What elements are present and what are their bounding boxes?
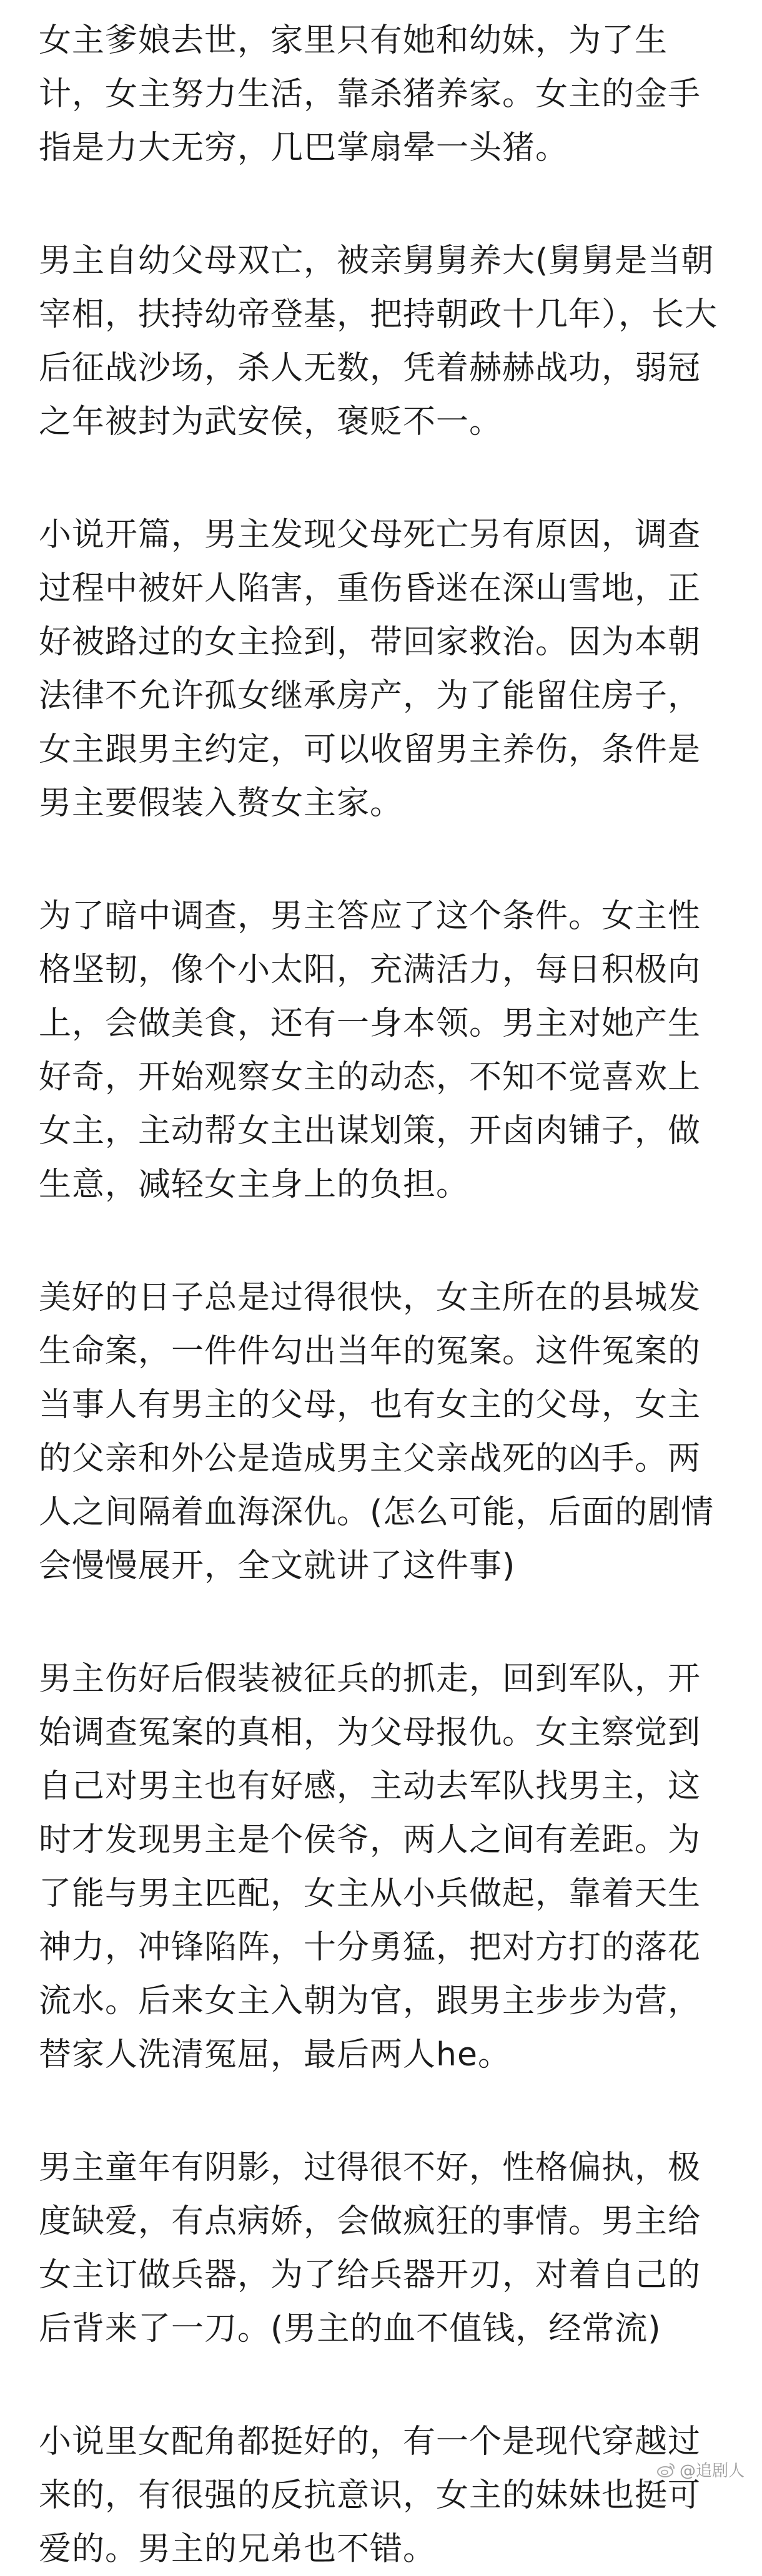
- paragraph-8: 小说里女配角都挺好的，有一个是现代穿越过来的，有很强的反抗意识，女主的妹妹也挺可爱的。男主的兄弟也不错。: [39, 2423, 701, 2568]
- watermark-text: @追剧人: [679, 2462, 745, 2481]
- weibo-logo-icon: [657, 2462, 676, 2478]
- paragraph-3: 小说开篇，男主发现父母死亡另有原因，调查过程中被奸人陷害，重伤昏迷在深山雪地，正好被路过的女主捡到，带回家救治。因为本朝法律不允许孤女继承房产，为了能留住房子，女主跟男主约定，可以收留男主养伤，条件是男主要假装入赘女主家。: [39, 516, 701, 822]
- paragraph-4: 为了暗中调查，男主答应了这个条件。女主性格坚韧，像个小太阳，充满活力，每日积极向上，会做美食，还有一身本领。男主对她产生好奇，开始观察女主的动态，不知不觉喜欢上女主，主动帮女主出谋划策，开卤肉铺子，做生意，减轻女主身上的负担。: [39, 898, 701, 1203]
- paragraph-2: 男主自幼父母双亡，被亲舅舅养大(舅舅是当朝宰相，扶持幼帝登基，把持朝政十几年），长大后征战沙场，杀人无数，凭着赫赫战功，弱冠之年被封为武安侯，褒贬不一。: [39, 242, 718, 441]
- paragraph-7: 男主童年有阴影，过得很不好，性格偏执，极度缺爱，有点病娇，会做疯狂的事情。男主给女主订做兵器，为了给兵器开刃，对着自己的后背来了一刀。(男主的血不值钱，经常流): [39, 2149, 701, 2348]
- paragraph-6: 男主伤好后假装被征兵的抓走，回到军队，开始调查冤案的真相，为父母报仇。女主察觉到自己对男主也有好感，主动去军队找男主，这时才发现男主是个侯爷，两人之间有差距。为了能与男主匹配，女主从小兵做起，靠着天生神力，冲锋陷阵，十分勇猛，把对方打的落花流水。后来女主入朝为官，跟男主步步为营，替家人洗清冤屈，最后两人he。: [39, 1660, 701, 2074]
- watermark: [657, 2458, 745, 2481]
- article-body: [39, 14, 720, 2576]
- paragraph-1: 女主爹娘去世，家里只有她和幼妹，为了生计，女主努力生活，靠杀猪养家。女主的金手指是力大无穷，几巴掌扇晕一头猪。: [39, 22, 701, 167]
- paragraph-5: 美好的日子总是过得很快，女主所在的县城发生命案，一件件勾出当年的冤案。这件冤案的当事人有男主的父母，也有女主的父母，女主的父亲和外公是造成男主父亲战死的凶手。两人之间隔着血海深仇。(怎么可能，后面的剧情会慢慢展开，全文就讲了这件事): [39, 1279, 715, 1585]
